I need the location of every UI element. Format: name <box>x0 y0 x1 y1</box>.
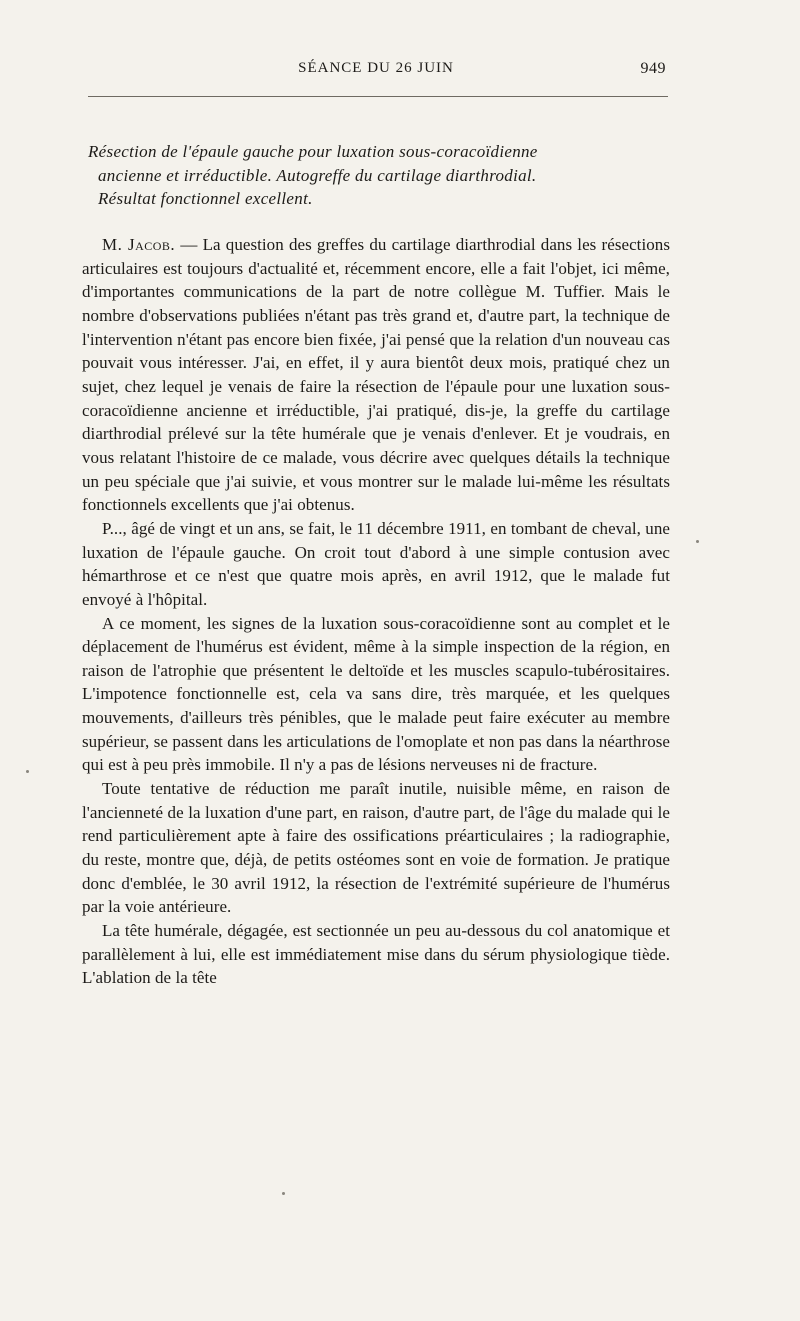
running-title: SÉANCE DU 26 JUIN <box>298 60 454 76</box>
paper-speck <box>26 770 29 773</box>
header-rule <box>88 96 668 97</box>
paragraph: P..., âgé de vingt et un ans, se fait, le 11 décembre 1911, en tombant de cheval, une luxation de l'épaule gauche. On croit tout d'abord à une simple contusion avec hémarthrose et ce n'est que quatre mois après, en avril 1912, que le malade fut envoyé à l'hôpital. <box>82 518 670 609</box>
body-text <box>82 233 670 990</box>
paragraph: La tête humérale, dégagée, est sectionnée un peu au-dessous du col anatomique et parallèlement à lui, elle est immédiatement mise dans du sérum physiologique tiède. L'ablation de la tête <box>82 921 670 988</box>
abstract-line: Résultat fonctionnel excellent. <box>98 189 313 208</box>
page-number: 949 <box>640 60 666 77</box>
paragraph: A ce moment, les signes de la luxation sous-coracoïdienne sont au complet et le déplacement de l'humérus est évident, même à la simple inspection de la région, en raison de l'atrophie que présentent le deltoïde et les muscles scapulo-tubérositaires. L'impotence fonctionnelle est, cela va sans dire, très marquée, et les quelques mouvements, d'ailleurs très pénibles, que le malade peut faire exécuter au membre supérieur, se passent dans les articulations de l'omoplate et non pas dans la néarthrose qui est à peu près immobile. Il n'y a pas de lésions nerveuses ni de fracture. <box>82 613 670 775</box>
abstract <box>82 140 670 211</box>
book-page <box>82 0 670 1321</box>
speaker-name: M. Jacob. <box>102 235 176 254</box>
paragraph <box>82 233 670 517</box>
paragraph: Toute tentative de réduction me paraît inutile, nuisible même, en raison de l'ancienneté de la luxation d'une part, en raison, d'autre part, de l'âge du malade qui le rend particulièrement apte à faire des ossifications préarticulaires ; la radiographie, du reste, montre que, déjà, de petits ostéomes sont en voie de formation. Je pratique donc d'emblée, le 30 avril 1912, la résection de l'extrémité supérieure de l'humérus par la voie antérieure. <box>82 779 670 917</box>
abstract-line: Résection de l'épaule gauche pour luxation sous-coracoïdienne <box>88 142 538 161</box>
paper-speck <box>696 540 699 543</box>
running-head <box>82 60 670 84</box>
paragraph-text: — La question des greffes du cartilage diarthrodial dans les résections articulaires est toujours d'actualité et, récemment encore, elle a fait l'objet, ici même, d'importantes communications de la part de notre collègue M. Tuffier. Mais le nombre d'observations publiées n'étant pas très grand et, d'autre part, la technique de l'intervention n'étant pas encore bien fixée, j'ai pensé que la relation d'un nouveau cas pouvait vous intéresser. J'ai, en effet, il y aura bientôt deux mois, pratiqué chez un sujet, chez lequel je venais de faire la résection de l'épaule pour une luxation sous-coracoïdienne ancienne et irréductible, j'ai pratiqué, dis-je, la greffe du cartilage diarthrodial prélevé sur la tête humérale que je venais d'enlever. Et je voudrais, en vous relatant l'histoire de ce malade, vous décrire avec quelques détails la technique un peu spéciale que j'ai suivie, et vous montrer sur le malade lui-même les résultats fonctionnels excellents que j'ai obtenus. <box>82 235 670 515</box>
paper-speck <box>282 1192 285 1195</box>
abstract-line: ancienne et irréductible. Autogreffe du cartilage diarthrodial. <box>98 165 537 185</box>
